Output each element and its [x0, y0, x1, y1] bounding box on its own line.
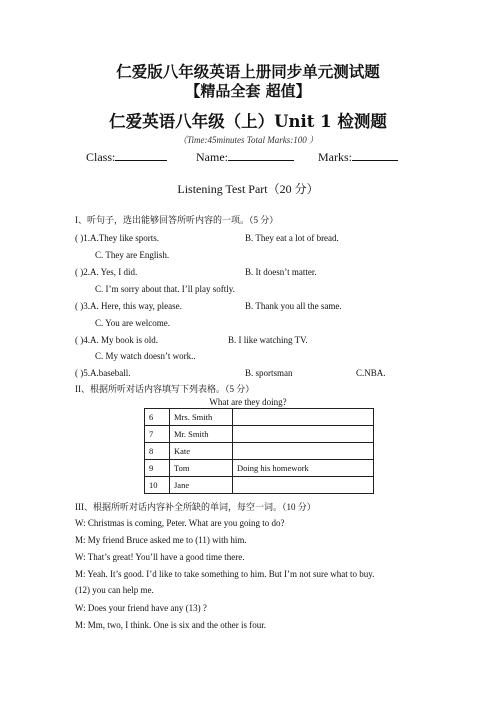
- q2-option-b: B. It doesn’t matter.: [245, 267, 317, 277]
- marks-field[interactable]: [318, 148, 398, 165]
- row-answer-cell[interactable]: [233, 443, 374, 460]
- row-number: 8: [145, 443, 170, 460]
- table-row: [145, 460, 374, 477]
- q4-option-a: ( )4.A. My book is old.: [75, 335, 158, 345]
- row-name: Mrs. Smith: [170, 409, 233, 426]
- q1-option-a: ( )1.A.They like sports.: [75, 233, 159, 243]
- part3-heading: III、根据所听对话内容补全所缺的单词，每空一词。（10 分）: [75, 502, 316, 512]
- q3-option-c: C. You are welcome.: [95, 318, 170, 328]
- row-name: Kate: [170, 443, 233, 460]
- row-answer-cell[interactable]: [233, 409, 374, 426]
- table-row: [145, 426, 374, 443]
- part2-heading: II、根据所听对话内容填写下列表格。（5 分）: [75, 384, 255, 394]
- document-title: 仁爱版八年级英语上册同步单元测试题: [116, 62, 380, 81]
- dialogue-line: W: Does your friend have any (13) ?: [75, 603, 207, 613]
- answer-table: [144, 408, 374, 494]
- marks-label: Marks:: [318, 150, 352, 164]
- row-answer-cell[interactable]: Doing his homework: [233, 460, 374, 477]
- test-meta: （Time:45minutes Total Marks:100 ）: [178, 135, 318, 145]
- table-title: What are they doing?: [209, 397, 287, 407]
- row-answer-cell[interactable]: [233, 477, 374, 494]
- q4-option-c: C. My watch doesn’t work..: [95, 351, 196, 361]
- name-field[interactable]: [196, 148, 294, 165]
- q3-option-a: ( )3.A. Here, this way, please.: [75, 301, 182, 311]
- q1-option-b: B. They eat a lot of bread.: [245, 233, 339, 243]
- name-blank[interactable]: [228, 148, 294, 161]
- row-number: 10: [145, 477, 170, 494]
- q2-option-c: C. I’m sorry about that. I’ll play softly.: [95, 284, 235, 294]
- listening-section-title: Listening Test Part（20 分）: [177, 182, 319, 196]
- marks-blank[interactable]: [352, 148, 398, 161]
- class-blank[interactable]: [115, 148, 167, 161]
- row-name: Mr. Smith: [170, 426, 233, 443]
- row-name: Tom: [170, 460, 233, 477]
- row-number: 7: [145, 426, 170, 443]
- q1-option-c: C. They are English.: [95, 250, 170, 260]
- table-row: [145, 477, 374, 494]
- dialogue-line: M: Yeah. It’s good. I’d like to take something to him. But I’m not sure what to buy.: [75, 569, 375, 579]
- table-row: [145, 409, 374, 426]
- class-label: Class:: [86, 150, 116, 164]
- name-label: Name:: [196, 150, 228, 164]
- q5-option-a: ( )5.A.baseball.: [75, 368, 131, 378]
- dialogue-line: W: That’s great! You’ll have a good time there.: [75, 552, 245, 562]
- dialogue-line: M: My friend Bruce asked me to (11) with him.: [75, 535, 247, 545]
- q3-option-b: B. Thank you all the same.: [245, 301, 342, 311]
- document-subtitle: 【精品全套 超值】: [185, 82, 311, 100]
- class-field[interactable]: [86, 148, 167, 165]
- dialogue-line: M: Mm, two, I think. One is six and the other is four.: [75, 620, 266, 630]
- q5-option-b: B. sportsman: [245, 368, 293, 378]
- q2-option-a: ( )2.A. Yes, I did.: [75, 267, 138, 277]
- table-row: [145, 443, 374, 460]
- dialogue-line: (12) you can help me.: [75, 585, 154, 595]
- row-number: 9: [145, 460, 170, 477]
- row-number: 6: [145, 409, 170, 426]
- row-answer-cell[interactable]: [233, 426, 374, 443]
- dialogue-line: W: Christmas is coming, Peter. What are you going to do?: [75, 518, 285, 528]
- test-title: 仁爱英语八年级（上）Unit 1 检测题: [109, 112, 387, 131]
- q5-option-c: C.NBA.: [356, 368, 386, 378]
- q4-option-b: B. I like watching TV.: [228, 335, 308, 345]
- row-name: Jane: [170, 477, 233, 494]
- part1-heading: I、听句子，选出能够回答所听内容的一项。（5 分）: [75, 215, 279, 225]
